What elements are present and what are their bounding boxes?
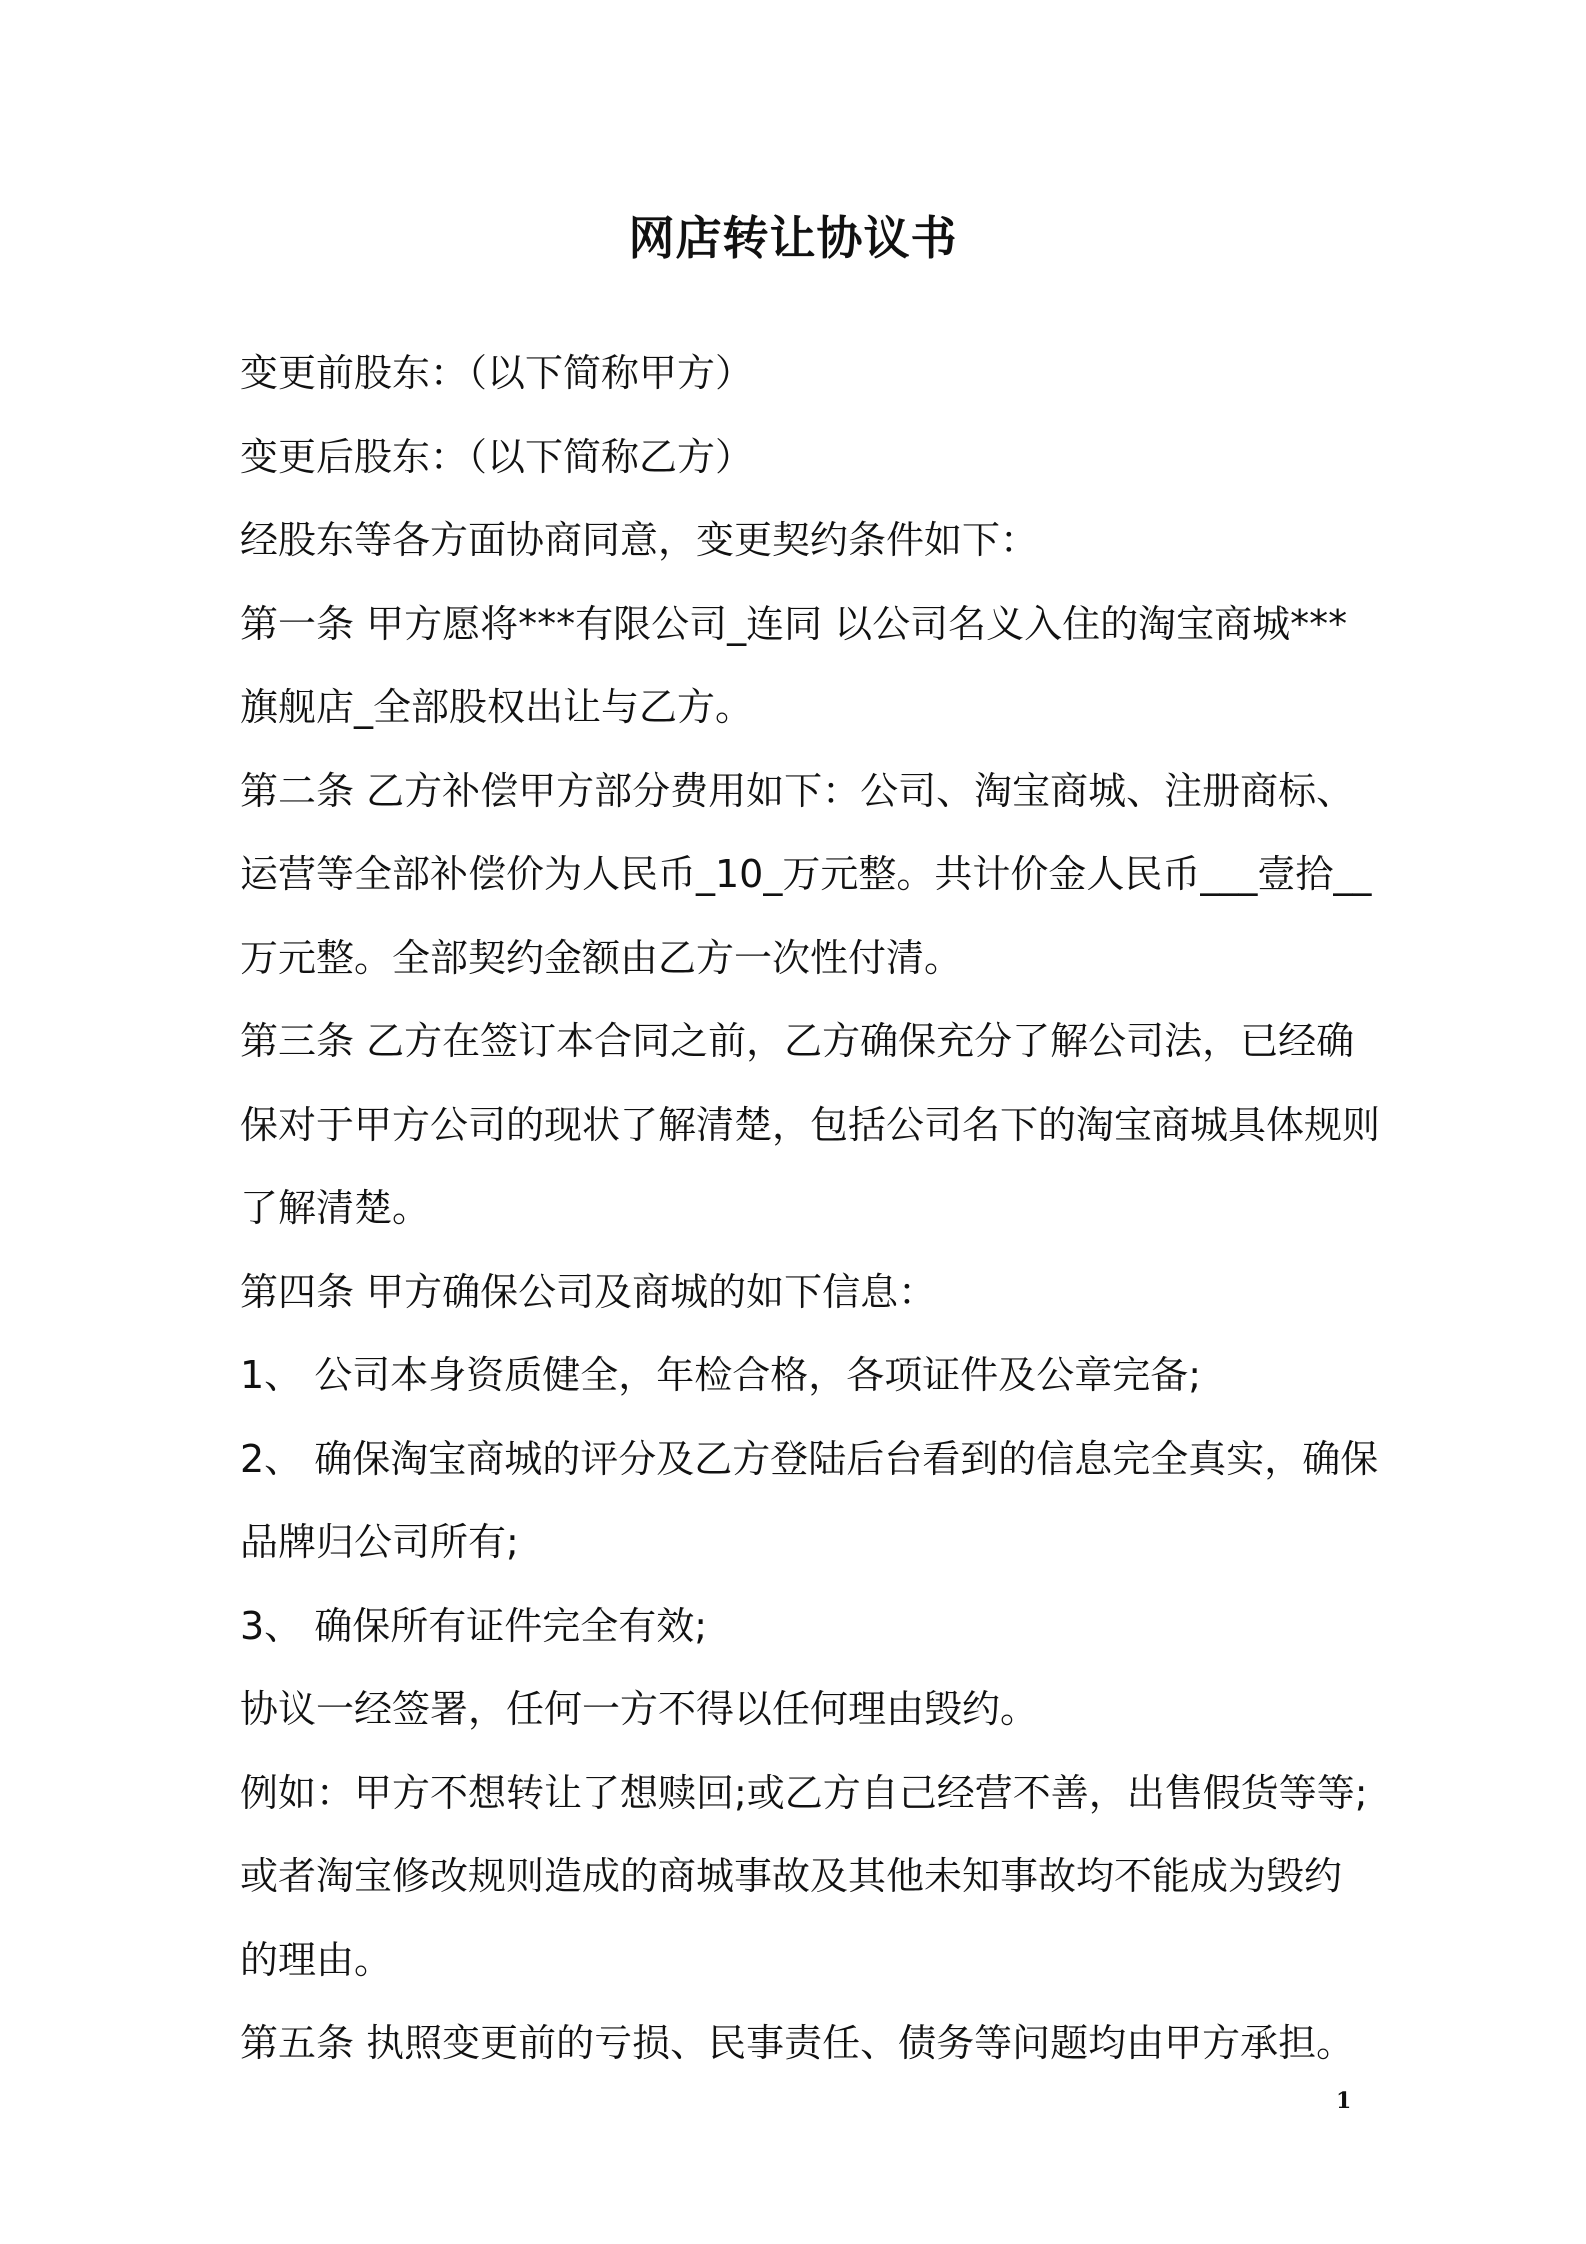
text-line: 1、 公司本身资质健全，年检合格，各项证件及公章完备; xyxy=(240,1353,1202,1397)
text-line: 或者淘宝修改规则造成的商城事故及其他未知事故均不能成为毁约 xyxy=(240,1854,1343,1898)
text-line: 变更后股东：（以下简称乙方） xyxy=(240,434,754,479)
text-line: 第四条 甲方确保公司及商城的如下信息： xyxy=(240,1269,937,1314)
document-title: 网店转让协议书 xyxy=(628,211,958,265)
text-line: 运营等全部补偿价为人民币_10_万元整。共计价金人民币___壹拾__ xyxy=(240,852,1372,896)
text-line: 协议一经签署，任何一方不得以任何理由毁约。 xyxy=(240,1687,1039,1731)
text-line: 2、 确保淘宝商城的评分及乙方登陆后台看到的信息完全真实，确保 xyxy=(240,1436,1379,1481)
text-line: 第五条 执照变更前的亏损、民事责任、债务等问题均由甲方承担。 xyxy=(240,2021,1355,2065)
text-line: 3、 确保所有证件完全有效; xyxy=(240,1603,708,1648)
page-number: 1 xyxy=(1336,2088,1352,2114)
text-line: 旗舰店_全部股权出让与乙方。 xyxy=(240,685,754,729)
text-line: 经股东等各方面协商同意，变更契约条件如下： xyxy=(240,518,1039,562)
text-line: 保对于甲方公司的现状了解清楚，包括公司名下的淘宝商城具体规则 xyxy=(240,1102,1381,1147)
text-line: 品牌归公司所有; xyxy=(240,1520,519,1564)
text-line: 第二条 乙方补偿甲方部分费用如下：公司、淘宝商城、注册商标、 xyxy=(240,768,1355,813)
text-line: 第一条 甲方愿将***有限公司_连同 以公司名义入住的淘宝商城*** xyxy=(240,601,1348,646)
text-line: 变更前股东：（以下简称甲方） xyxy=(240,351,754,395)
text-line: 例如：甲方不想转让了想赎回;或乙方自己经营不善，出售假货等等; xyxy=(240,1770,1368,1815)
text-line: 万元整。全部契约金额由乙方一次性付清。 xyxy=(240,935,963,980)
text-line: 第三条 乙方在签订本合同之前，乙方确保充分了解公司法，已经确 xyxy=(240,1019,1355,1063)
document-body xyxy=(240,332,1381,2086)
text-line: 的理由。 xyxy=(240,1937,393,1982)
text-line: 了解清楚。 xyxy=(240,1186,431,1230)
